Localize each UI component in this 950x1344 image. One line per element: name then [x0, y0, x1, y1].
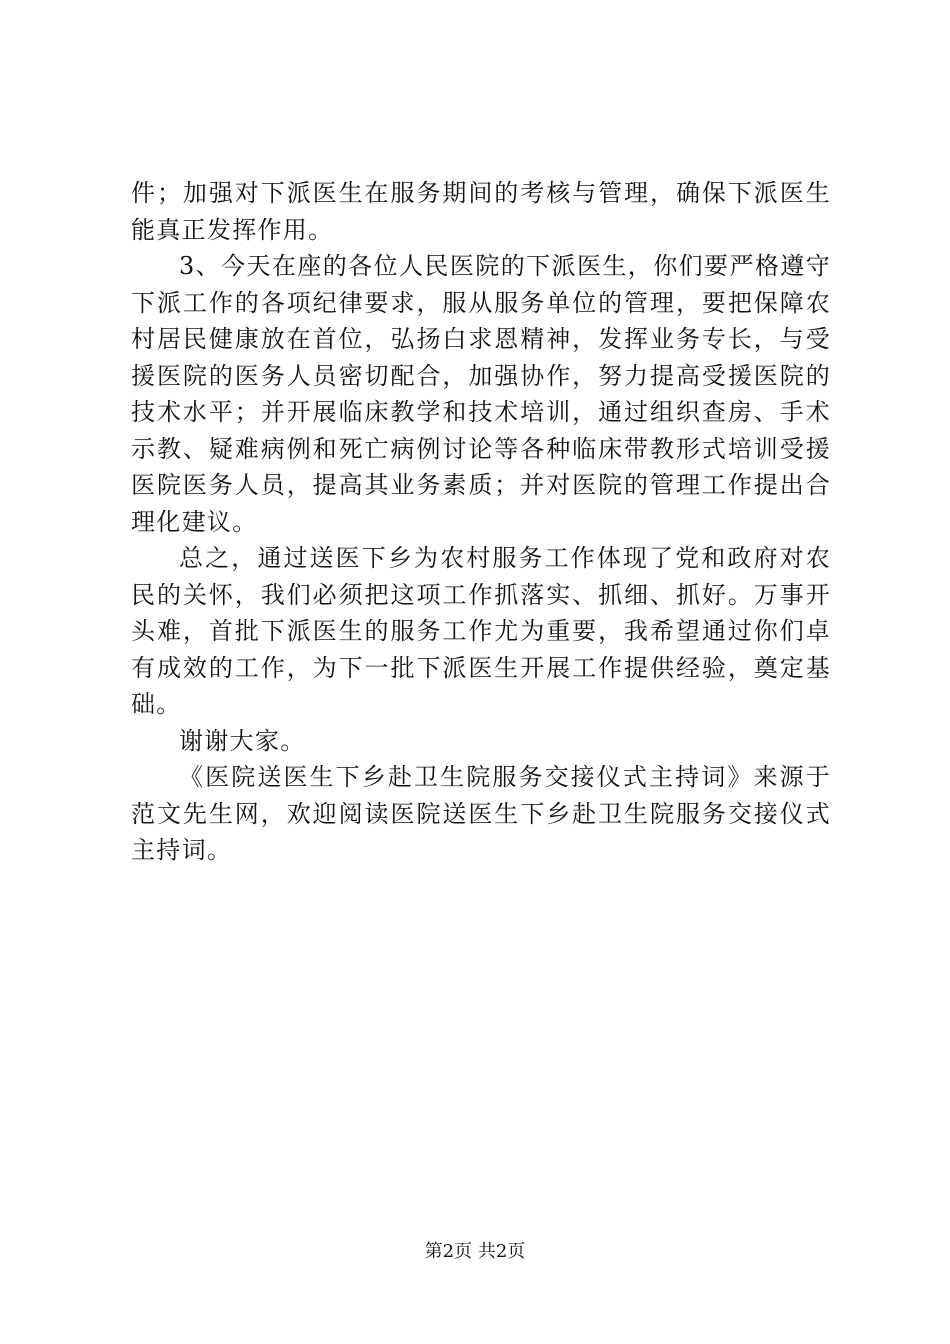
page-number-footer: 第2页 共2页 — [424, 1241, 526, 1262]
paragraph-source-note: 《医院送医生下乡赴卫生院服务交接仪式主持词》来源于范文先生网，欢迎阅读医院送医生下乡赴卫生院服务交接仪式主持词。 — [131, 763, 831, 864]
paragraph-item-3: 3、今天在座的各位人民医院的下派医生，你们要严格遵守下派工作的各项纪律要求，服从服务单位的管理，要把保障农村居民健康放在首位，弘扬白求恩精神，发挥业务专长，与受援医院的医务人员密切配合，加强协作，努力提高受援医院的技术水平；并开展临床教学和技术培训，通过组织查房、手术示教、疑难病例和死亡病例讨论等各种临床带教形式培训受援医院医务人员，提高其业务素质；并对医院的管理工作提出合理化建议。 — [131, 252, 831, 536]
paragraph-continuation: 件；加强对下派医生在服务期间的考核与管理，确保下派医生能真正发挥作用。 — [131, 179, 831, 244]
paragraph-thanks: 谢谢大家。 — [179, 726, 306, 755]
document-body — [131, 175, 831, 869]
paragraph-summary: 总之，通过送医下乡为农村服务工作体现了党和政府对农民的关怀，我们必须把这项工作抓落实、抓细、抓好。万事开头难，首批下派医生的服务工作尤为重要，我希望通过你们卓有成效的工作，为下一批下派医生开展工作提供经验，奠定基础。 — [131, 544, 831, 718]
